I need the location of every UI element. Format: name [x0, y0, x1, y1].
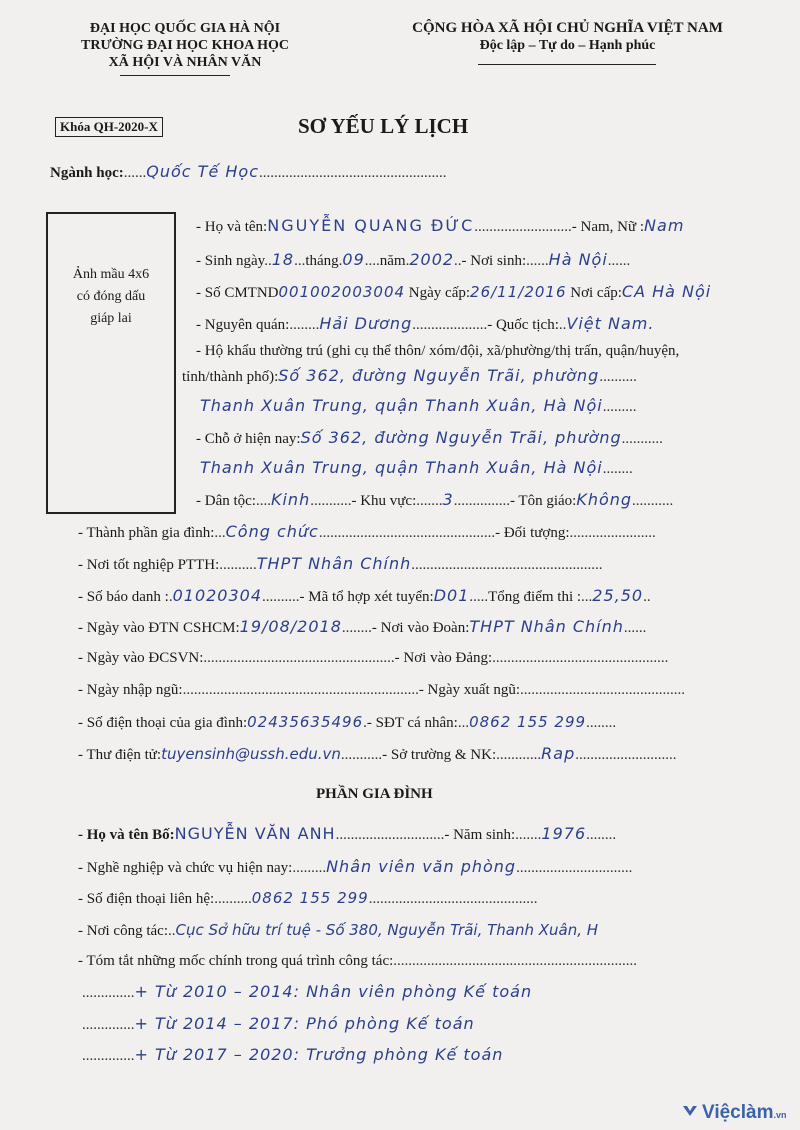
dang-label: - Nơi vào Đảng:	[394, 650, 493, 666]
religion-label: - Tôn giáo:	[509, 493, 577, 509]
address-line-1: Số 362, đường Nguyễn Trãi, phường	[278, 366, 600, 385]
milestone-row-2: ..............+ Từ 2014 – 2017: Phó phòng Kế toán	[82, 1014, 475, 1033]
combo-label: - Mã tổ hợp xét tuyển:	[299, 589, 434, 605]
ethnic-value: Kinh	[270, 490, 311, 509]
father-job-value: Nhân viên văn phòng	[326, 857, 517, 876]
talent-label: - Sở trường & NK:	[382, 747, 497, 763]
ethnic-row: - Dân tộc:....Kinh...........- Khu vực:.......3...............- Tôn giáo:Không...........	[196, 490, 674, 509]
milestone-row-3: ..............+ Từ 2017 – 2020: Trưởng phòng Kế toán	[82, 1045, 504, 1064]
dcs-label: - Ngày vào ĐCSVN:	[78, 650, 204, 666]
family-status-value: Công chức	[225, 522, 319, 541]
dtn-label: - Ngày vào ĐTN CSHCM:	[78, 620, 240, 636]
header-right-underline	[478, 64, 656, 65]
total-value: 25,50	[592, 586, 644, 605]
father-row: - Họ và tên Bố:NGUYỄN VĂN ANH.............................- Năm sinh:.......1976........	[78, 824, 617, 843]
doan-label: - Nơi vào Đoàn:	[371, 620, 470, 636]
vieclam-logo	[682, 1102, 787, 1124]
origin-value: Hải Dương	[319, 314, 413, 333]
ethnic-label: - Dân tộc:	[196, 493, 256, 509]
father-phone-value: 0862 155 299	[251, 889, 369, 907]
pob-value: Hà Nội	[548, 250, 608, 269]
army-out-label: - Ngày xuất ngũ:	[418, 682, 521, 698]
father-work-label: - Nơi công tác:	[78, 923, 168, 939]
military-row: - Ngày nhập ngũ:...............................................................- Ngày xuất ngũ:............................................	[78, 682, 686, 698]
dob-year: 2002	[409, 250, 455, 269]
exam-row: - Số báo danh :.01020304..........- Mã tổ hợp xét tuyển:D01.....Tổng điểm thi :...25,50..	[78, 586, 651, 605]
family-section-title: PHẦN GIA ĐÌNH	[316, 786, 433, 802]
sbd-label: - Số báo danh :	[78, 589, 169, 605]
month-label: tháng	[305, 253, 339, 269]
id-row	[196, 282, 711, 302]
dob-month: 09	[342, 250, 365, 269]
party-row: - Ngày vào ĐCSVN:...................................................- Nơi vào Đảng:...............................................	[78, 650, 669, 666]
current-line-1: Số 362, đường Nguyễn Trãi, phường	[300, 428, 622, 447]
region-label: - Khu vực:	[351, 493, 417, 509]
issue-place-label: Nơi cấp:	[570, 285, 622, 301]
issue-date-label: Ngày cấp:	[408, 285, 471, 301]
personal-phone-label: - SĐT cá nhân:	[366, 715, 458, 731]
phone-row: - Số điện thoại của gia đình:02435635496.- SĐT cá nhân:...0862 155 299........	[78, 713, 617, 731]
cohort-box: Khóa QH-2020-X	[55, 117, 163, 137]
father-name: NGUYỄN VĂN ANH	[174, 824, 336, 843]
father-phone-label: - Số điện thoại liên hệ:	[78, 891, 215, 907]
gender-label: - Nam, Nữ :	[571, 219, 645, 235]
home-phone-value: 02435635496	[247, 713, 364, 731]
pob-label: - Nơi sinh:	[461, 253, 527, 269]
header-org: ĐẠI HỌC QUỐC GIA HÀ NỘI	[89, 21, 281, 36]
major-value: Quốc Tế Học	[146, 162, 259, 181]
name-row: - Họ và tên:NGUYỄN QUANG ĐỨC..........................- Nam, Nữ :Nam	[196, 216, 685, 235]
milestone-3: + Từ 2017 – 2020: Trưởng phòng Kế toán	[134, 1045, 504, 1064]
email-label: - Thư điện tử:	[78, 747, 162, 763]
header-left-underline	[120, 75, 230, 76]
email-row: - Thư điện tử:tuyensinh@ussh.edu.vn...........- Sở trường & NK:............Rap...........................	[78, 744, 677, 763]
issue-date: 26/11/2016	[470, 283, 567, 301]
current-address-label: - Chỗ ở hiện nay:	[196, 431, 301, 447]
issue-place: CA Hà Nội	[621, 282, 712, 301]
photo-placeholder	[46, 212, 176, 514]
region-value: 3	[442, 490, 454, 509]
dob-label: - Sinh ngày	[196, 253, 265, 269]
address-label: - Hộ khẩu thường trú (ghi cụ thể thôn/ xóm/đội, xã/phường/thị trấn, quận/huyện,	[196, 343, 680, 359]
header-school: TRƯỜNG ĐẠI HỌC KHOA HỌC	[81, 38, 289, 53]
address-row-1: tỉnh/thành phố):Số 362, đường Nguyễn Trãi, phường..........	[182, 366, 637, 385]
milestone-2: + Từ 2014 – 2017: Phó phòng Kế toán	[134, 1014, 475, 1033]
national-header	[395, 20, 740, 54]
address-label-2: tỉnh/thành phố):	[182, 369, 279, 385]
vieclam-logo-icon	[682, 1102, 698, 1116]
father-job-label: - Nghề nghiệp và chức vụ hiện nay:	[78, 860, 293, 876]
talent-value: Rap	[541, 744, 576, 763]
photo-text-2: có đóng dấu	[76, 289, 146, 304]
summary-label: - Tóm tắt những mốc chính trong quá trình công tác:	[78, 953, 394, 969]
name-label: - Họ và tên:	[196, 219, 268, 235]
address-row-2: Thanh Xuân Trung, quận Thanh Xuân, Hà Nội.........	[200, 396, 637, 415]
dob-day: 18	[271, 250, 295, 269]
name-value: NGUYỄN QUANG ĐỨC	[267, 216, 475, 235]
nationality-value: Việt Nam.	[566, 314, 655, 333]
current-line-2: Thanh Xuân Trung, quận Thanh Xuân, Hà Nội	[200, 458, 603, 477]
religion-value: Không	[576, 490, 633, 509]
header-motto: Độc lập – Tự do – Hạnh phúc	[479, 38, 656, 53]
home-phone-label: - Số điện thoại của gia đình:	[78, 715, 248, 731]
total-label: Tổng điểm thi :	[488, 589, 582, 605]
current-address-row-1: - Chỗ ở hiện nay:Số 362, đường Nguyễn Trãi, phường...........	[196, 428, 663, 447]
father-work-value: Cục Sở hữu trí tuệ - Số 380, Nguyễn Trãi, Thanh Xuân, H	[175, 921, 599, 939]
vieclam-suffix: .vn	[773, 1110, 787, 1120]
document-title: SƠ YẾU LÝ LỊCH	[298, 114, 469, 138]
summary-label-row: - Tóm tắt những mốc chính trong quá trình công tác:.................................................................	[78, 953, 638, 969]
sbd-value: 01020304	[172, 586, 263, 605]
milestone-1: + Từ 2010 – 2014: Nhân viên phòng Kế toán	[134, 982, 533, 1001]
combo-value: D01	[433, 586, 470, 605]
school-value: THPT Nhân Chính	[256, 554, 412, 573]
target-label: - Đối tượng:	[495, 525, 570, 541]
father-job-row: - Nghề nghiệp và chức vụ hiện nay:.........Nhân viên văn phòng...............................	[78, 857, 633, 876]
doan-value: THPT Nhân Chính	[469, 617, 624, 636]
personal-phone-value: 0862 155 299	[469, 713, 587, 731]
university-header	[50, 20, 320, 71]
father-phone-row: - Số điện thoại liên hệ:..........0862 155 299.............................................	[78, 889, 538, 907]
father-label: - Họ và tên Bố:	[78, 827, 175, 843]
id-label: - Số CMTND	[196, 285, 279, 301]
photo-text-1: Ảnh mầu 4x6	[72, 267, 150, 282]
nationality-label: - Quốc tịch:	[487, 317, 559, 333]
header-school-2: XÃ HỘI VÀ NHÂN VĂN	[108, 55, 262, 70]
email-value: tuyensinh@ussh.edu.vn	[161, 745, 341, 763]
army-in-label: - Ngày nhập ngũ:	[78, 682, 183, 698]
address-line-2: Thanh Xuân Trung, quận Thanh Xuân, Hà Nội	[200, 396, 603, 415]
current-address-row-2: Thanh Xuân Trung, quận Thanh Xuân, Hà Nội........	[200, 458, 633, 477]
school-label: - Nơi tốt nghiệp PTTH:	[78, 557, 220, 573]
dtn-value: 19/08/2018	[239, 617, 342, 636]
milestone-row-1: ..............+ Từ 2010 – 2014: Nhân viên phòng Kế toán	[82, 982, 533, 1001]
school-row: - Nơi tốt nghiệp PTTH:..........THPT Nhân Chính...................................................	[78, 554, 603, 573]
origin-row: - Nguyên quán:........Hải Dương....................- Quốc tịch:..Việt Nam.	[196, 314, 655, 333]
vieclam-brand: Việclàm	[702, 1102, 774, 1123]
father-birth-label: - Năm sinh:	[444, 827, 516, 843]
birth-row: - Sinh ngày..18...tháng.09....năm.2002..- Nơi sinh:......Hà Nội......	[196, 250, 631, 269]
photo-text-3: giáp lai	[90, 311, 132, 326]
family-status-label: - Thành phần gia đình:	[78, 525, 215, 541]
gender-value: Nam	[644, 216, 685, 235]
year-label: năm	[379, 253, 406, 269]
header-country: CỘNG HÒA XÃ HỘI CHỦ NGHĨA VIỆT NAM	[412, 20, 723, 36]
id-value: 001002003004	[278, 283, 406, 301]
father-work-row: - Nơi công tác:..Cục Sở hữu trí tuệ - Số 380, Nguyễn Trãi, Thanh Xuân, H	[78, 921, 599, 939]
origin-label: - Nguyên quán:	[196, 317, 290, 333]
major-row: Ngành học:......Quốc Tế Học..................................................	[50, 162, 447, 181]
youth-union-row: - Ngày vào ĐTN CSHCM:19/08/2018........- Nơi vào Đoàn:THPT Nhân Chính......	[78, 617, 647, 636]
family-status-row: - Thành phần gia đình:...Công chức...............................................- Đối tượng:.......................	[78, 522, 656, 541]
address-label-row	[196, 343, 679, 360]
major-label: Ngành học:	[50, 165, 124, 181]
father-birth-value: 1976	[541, 824, 587, 843]
